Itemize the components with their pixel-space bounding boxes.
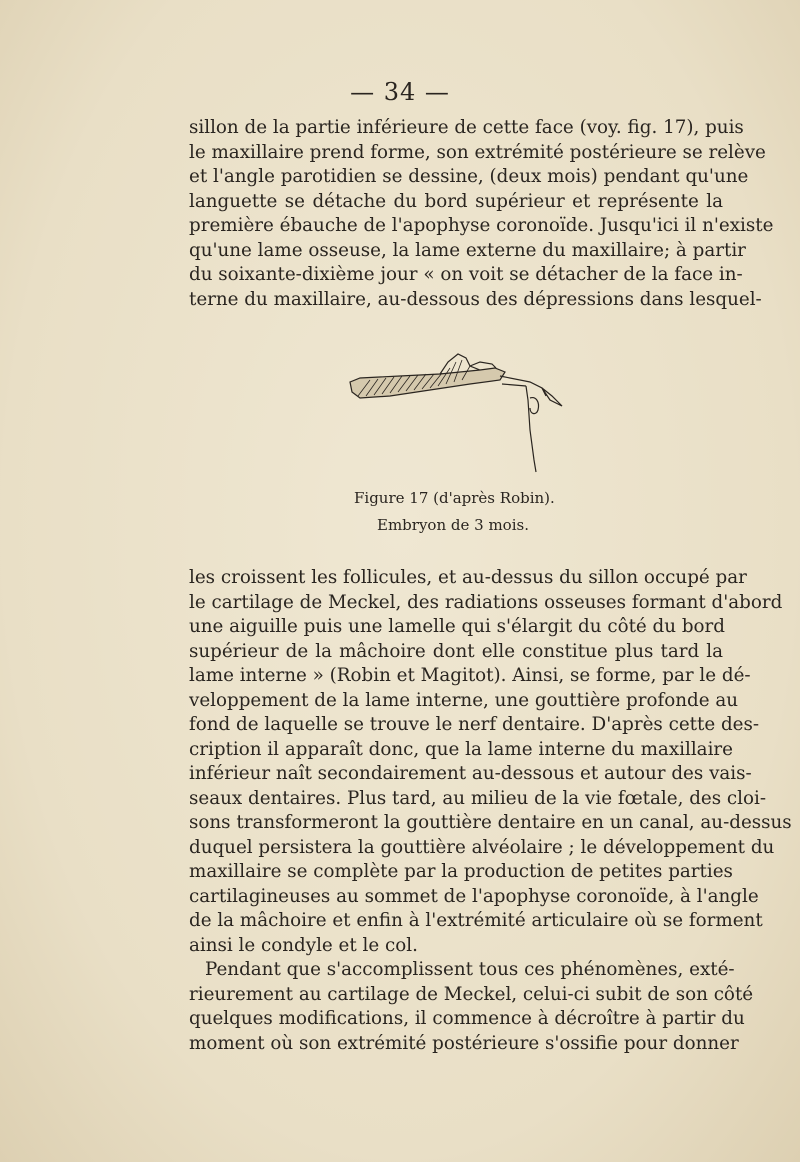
text-line: supérieur de la mâchoire dont elle constitue plus tard la xyxy=(189,640,723,662)
text-line: terne du maxillaire, au-dessous des dépressions dans lesquel- xyxy=(189,288,762,310)
jaw-bone-illustration xyxy=(330,340,590,480)
paragraph-bottom xyxy=(189,566,792,1056)
text-line: fond de laquelle se trouve le nerf dentaire. D'après cette des- xyxy=(189,714,760,735)
text-line: seaux dentaires. Plus tard, au milieu de la vie fœtale, des cloi- xyxy=(189,787,767,809)
paragraph-top xyxy=(189,116,774,312)
text-line: cription il apparaît donc, que la lame interne du maxillaire xyxy=(189,738,733,760)
text-line: et l'angle parotidien se dessine, (deux mois) pendant qu'une xyxy=(189,166,749,187)
text-line: cartilagineuses au sommet de l'apophyse coronoïde, à l'angle xyxy=(189,885,759,907)
text-line: Pendant que s'accomplissent tous ces phénomènes, exté- xyxy=(205,959,735,980)
text-line: de la mâchoire et enfin à l'extrémité articulaire où se forment xyxy=(189,910,763,931)
text-line: sons transformeront la gouttière dentaire en un canal, au-dessus xyxy=(189,812,792,833)
text-line: une aiguille puis une lamelle qui s'élargit du côté du bord xyxy=(189,616,725,637)
text-line: maxillaire se complète par la production de petites parties xyxy=(189,861,733,882)
text-line: rieurement au cartilage de Meckel, celui-ci subit de son côté xyxy=(189,983,754,1005)
text-line: le maxillaire prend forme, son extrémité postérieure se relève xyxy=(189,141,766,163)
text-line: duquel persistera la gouttière alvéolaire ; le développement du xyxy=(189,836,775,858)
text-line: les croissent les follicules, et au-dessus du sillon occupé par xyxy=(189,567,747,588)
text-line: qu'une lame osseuse, la lame externe du maxillaire; à partir xyxy=(189,239,746,261)
figure-caption-title: Figure 17 (d'après Robin). xyxy=(354,489,555,507)
page-number: — 34 — xyxy=(350,78,450,106)
text-line: première ébauche de l'apophyse coronoïde. Jusqu'ici il n'existe xyxy=(189,215,774,236)
text-line: inférieur naît secondairement au-dessous et autour des vais- xyxy=(189,763,752,784)
figure-caption-subtitle: Embryon de 3 mois. xyxy=(377,516,529,534)
text-line: du soixante-dixième jour « on voit se détacher de la face in- xyxy=(189,264,743,285)
text-line: moment où son extrémité postérieure s'ossifie pour donner xyxy=(189,1032,739,1054)
text-line: le cartilage de Meckel, des radiations osseuses formant d'abord xyxy=(189,591,783,613)
text-line: languette se détache du bord supérieur et représente la xyxy=(189,190,723,212)
text-line: sillon de la partie inférieure de cette face (voy. fig. 17), puis xyxy=(189,117,744,138)
text-line: lame interne » (Robin et Magitot). Ainsi, se forme, par le dé- xyxy=(189,665,751,686)
text-line: veloppement de la lame interne, une gouttière profonde au xyxy=(189,689,739,711)
text-line: ainsi le condyle et le col. xyxy=(189,934,418,956)
text-line: quelques modifications, il commence à décroître à partir du xyxy=(189,1008,745,1029)
